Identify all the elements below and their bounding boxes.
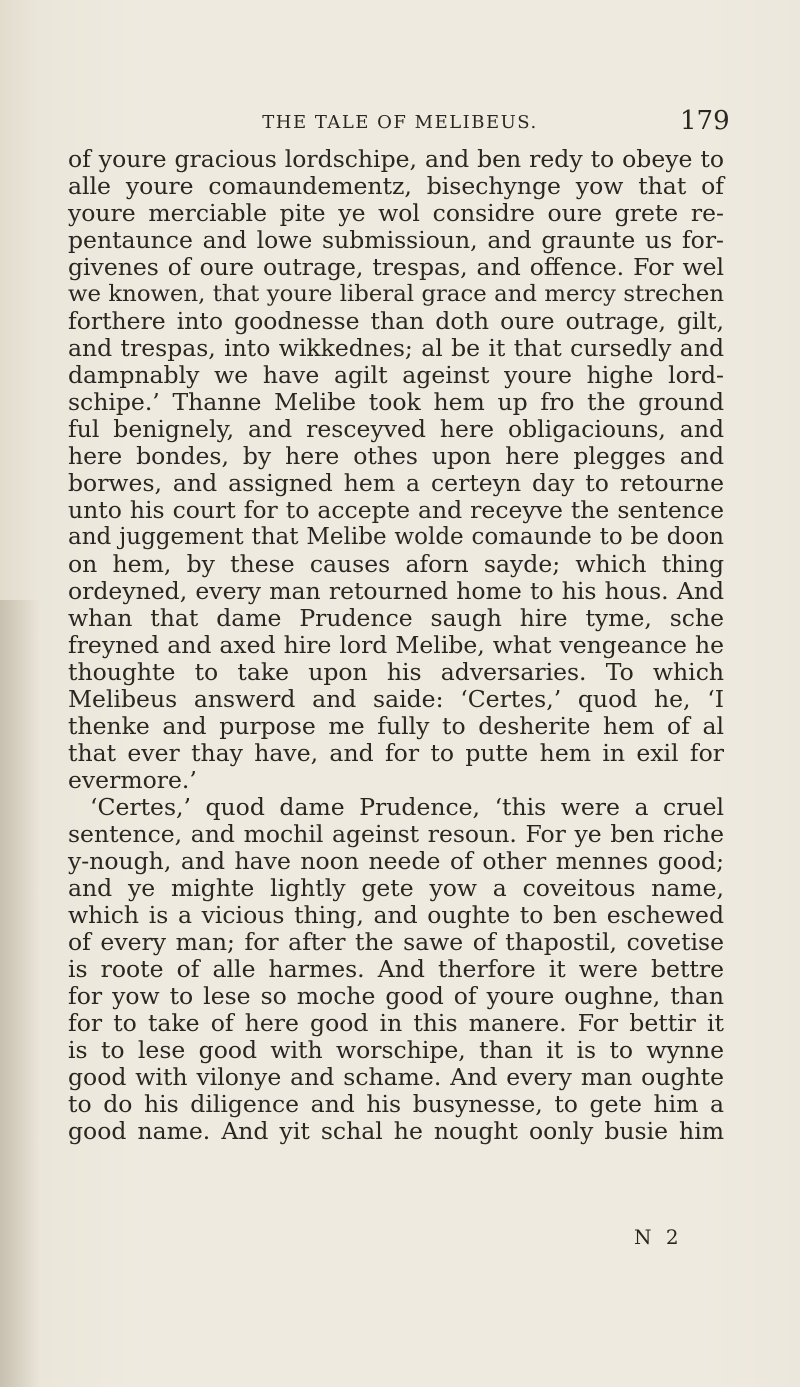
text-line: Melibeus answerd and saide: ‘Certes,’ quod he, ‘I: [68, 685, 724, 713]
text-line: schipe.’ Thanne Melibe took hem up fro the ground: [68, 388, 724, 416]
text-line: pentaunce and lowe submissioun, and graunte us for-: [68, 226, 724, 254]
text-line: ful benignely, and resceyved here obligaciouns, and: [68, 415, 724, 443]
text-line: is roote of alle harmes. And therfore it were bettre: [68, 955, 724, 983]
text-line: thoughte to take upon his adversaries. To which: [68, 658, 724, 686]
text-line: here bondes, by here othes upon here plegges and: [68, 442, 724, 470]
text-line: which is a vicious thing, and oughte to ben eschewed: [68, 901, 724, 929]
text-line: whan that dame Prudence saugh hire tyme, sche: [68, 604, 724, 632]
text-line: youre merciable pite ye wol considre oure grete re-: [68, 199, 724, 227]
page-gutter-shadow: [0, 600, 40, 1387]
text-line: and ye mighte lightly gete yow a coveitous name,: [68, 874, 724, 902]
text-line: ordeyned, every man retourned home to his hous. And: [68, 577, 724, 605]
text-line: freyned and axed hire lord Melibe, what vengeance he: [68, 631, 724, 659]
text-line: on hem, by these causes aforn sayde; which thing: [68, 550, 724, 578]
text-line: for yow to lese so moche good of youre oughne, than: [68, 982, 724, 1010]
text-line: thenke and purpose me fully to desherite hem of al: [68, 712, 724, 740]
body-text: [68, 146, 724, 1145]
text-line: good name. And yit schal he nought oonly busie him: [68, 1117, 724, 1145]
text-line: for to take of here good in this manere. For bettir it: [68, 1009, 724, 1037]
text-line: to do his diligence and his busynesse, to gete him a: [68, 1090, 724, 1118]
text-line: dampnably we have agilt ageinst youre highe lord-: [68, 361, 724, 389]
text-line: we knowen, that youre liberal grace and mercy strechen: [68, 281, 724, 307]
text-line: forthere into goodnesse than doth oure outrage, gilt,: [68, 307, 724, 335]
signature-mark: N 2: [634, 1225, 683, 1249]
text-line: borwes, and assigned hem a certeyn day to retourne: [68, 469, 724, 497]
text-line: and trespas, into wikkednes; al be it that cursedly and: [68, 334, 724, 362]
text-line: givenes of oure outrage, trespas, and offence. For wel: [68, 253, 724, 281]
text-line: y-nough, and have noon neede of other mennes good;: [68, 847, 724, 875]
text-line: alle youre comaundementz, bisechynge yow that of: [68, 172, 724, 200]
text-line: sentence, and mochil ageinst resoun. For ye ben riche: [68, 820, 724, 848]
running-title: THE TALE OF MELIBEUS.: [262, 112, 538, 133]
text-line: that ever thay have, and for to putte hem in exil for: [68, 739, 724, 767]
text-line-paragraph-end: evermore.’: [68, 766, 197, 794]
text-line: of every man; for after the sawe of thapostil, covetise: [68, 928, 724, 956]
text-line: and juggement that Melibe wolde comaunde to be doon: [68, 524, 724, 550]
text-line-paragraph-start: ‘Certes,’ quod dame Prudence, ‘this were a cruel: [90, 793, 724, 821]
page-number: 179: [680, 106, 730, 136]
text-line: is to lese good with worschipe, than it is to wynne: [68, 1036, 724, 1064]
text-line: good with vilonye and schame. And every man oughte: [68, 1063, 724, 1091]
running-head: [0, 102, 800, 142]
text-line: of youre gracious lordschipe, and ben redy to obeye to: [68, 145, 724, 173]
text-line: unto his court for to accepte and receyve the sentence: [68, 496, 724, 524]
